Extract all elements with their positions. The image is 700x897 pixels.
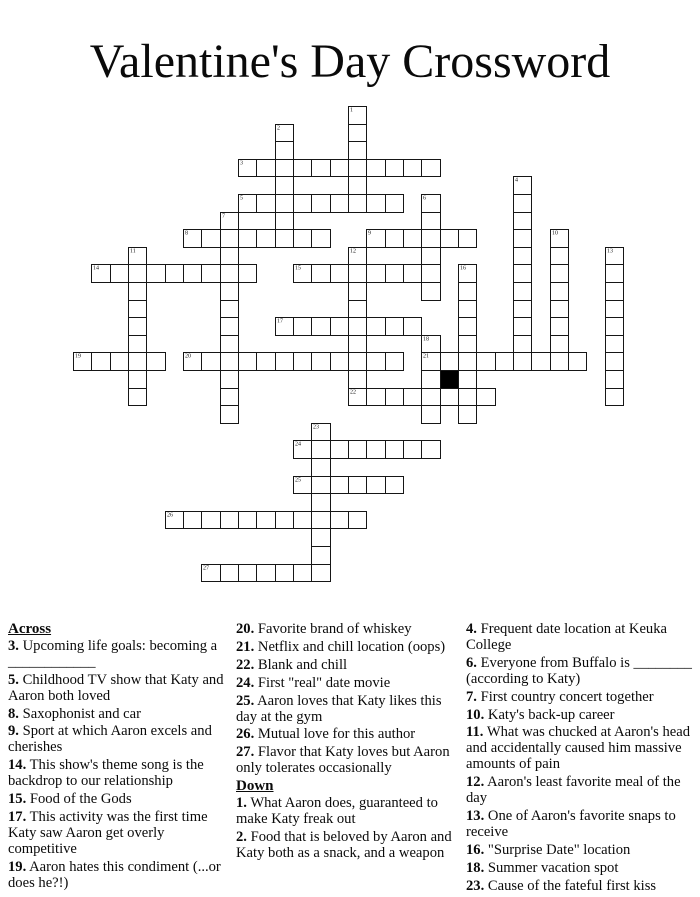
grid-cell-r5-c14[interactable] — [330, 194, 349, 213]
grid-cell-r6-c19[interactable] — [421, 212, 441, 230]
grid-cell-r12-c11[interactable] — [275, 317, 294, 336]
clue-number: 19. — [8, 858, 27, 875]
grid-cell-r14-c10[interactable] — [256, 352, 276, 371]
grid-cell-r4-c11[interactable] — [275, 176, 294, 195]
cell-number: 1 — [350, 106, 353, 113]
grid-cell-r19-c16[interactable] — [366, 440, 386, 459]
grid-cell-r12-c16[interactable] — [366, 317, 386, 336]
grid-cell-r9-c5[interactable] — [165, 264, 184, 283]
grid-cell-r21-c15[interactable] — [348, 476, 367, 494]
clue-down-10: 10. Katy's back-up career — [466, 706, 615, 723]
cell-number: 15 — [295, 264, 301, 271]
grid-cell-r8-c29[interactable] — [605, 247, 624, 265]
grid-cell-r16-c16[interactable] — [366, 388, 386, 406]
grid-cell-r23-c9[interactable] — [238, 511, 257, 529]
cell-number: 4 — [515, 176, 518, 183]
clue-across-26: 26. Mutual love for this author — [236, 726, 416, 743]
grid-cell-r19-c17[interactable] — [385, 440, 404, 459]
grid-cell-r14-c11[interactable] — [275, 352, 294, 371]
grid-cell-r21-c13[interactable] — [311, 476, 331, 494]
grid-cell-r9-c18[interactable] — [403, 264, 422, 283]
cell-number: 14 — [93, 264, 99, 271]
grid-cell-r7-c17[interactable] — [385, 229, 404, 248]
grid-cell-r14-c13[interactable] — [311, 352, 331, 371]
grid-cell-r23-c13[interactable] — [311, 511, 331, 529]
grid-cell-r3-c13[interactable] — [311, 159, 331, 177]
grid-cell-r7-c16[interactable] — [366, 229, 386, 248]
grid-cell-r9-c3[interactable] — [128, 264, 147, 283]
grid-cell-r7-c24[interactable] — [513, 229, 532, 248]
clue-across-25: 25. Aaron loves that Katy likes this day at the gym — [236, 692, 442, 725]
grid-cell-r9-c9[interactable] — [238, 264, 257, 283]
grid-cell-r15-c15[interactable] — [348, 370, 367, 389]
grid-cell-r9-c17[interactable] — [385, 264, 404, 283]
grid-cell-r16-c19[interactable] — [421, 388, 441, 406]
grid-cell-r7-c12[interactable] — [293, 229, 312, 248]
grid-cell-r14-c9[interactable] — [238, 352, 257, 371]
grid-cell-r21-c17[interactable] — [385, 476, 404, 494]
grid-cell-r14-c15[interactable] — [348, 352, 367, 371]
grid-cell-r9-c4[interactable] — [146, 264, 166, 283]
clue-down-12: 12. Aaron's least favorite meal of the day — [466, 774, 681, 807]
grid-cell-r16-c29[interactable] — [605, 388, 624, 406]
grid-cell-r7-c9[interactable] — [238, 229, 257, 248]
clue-across-24: 24. First "real" date movie — [236, 674, 391, 691]
clue-down-4: 4. Frequent date location at Keuka College — [466, 621, 668, 653]
grid-cell-r17-c19[interactable] — [421, 405, 441, 424]
grid-cell-r5-c13[interactable] — [311, 194, 331, 213]
grid-cell-r7-c21[interactable] — [458, 229, 477, 248]
across-heading: Across — [8, 621, 52, 637]
grid-cell-r13-c15[interactable] — [348, 335, 367, 353]
grid-cell-r14-c23[interactable] — [495, 352, 514, 371]
grid-cell-r12-c17[interactable] — [385, 317, 404, 336]
grid-cell-r9-c26[interactable] — [550, 264, 569, 283]
cell-number: 3 — [240, 159, 243, 166]
grid-cell-r23-c6[interactable] — [183, 511, 202, 529]
grid-cell-r19-c12[interactable] — [293, 440, 312, 459]
cell-number: 27 — [203, 564, 209, 571]
grid-cell-r14-c14[interactable] — [330, 352, 349, 371]
clue-number: 20. — [236, 621, 255, 637]
clue-number: 5. — [8, 671, 19, 688]
clue-down-6: 6. Everyone from Buffalo is ________ (according to Katy) — [466, 654, 692, 687]
clues-section — [0, 621, 700, 894]
clue-number: 7. — [466, 688, 477, 705]
clue-down-18: 18. Summer vacation spot — [466, 859, 619, 876]
grid-cell-r26-c10[interactable] — [256, 564, 276, 582]
grid-cell-r3-c9[interactable] — [238, 159, 257, 177]
grid-cell-r21-c14[interactable] — [330, 476, 349, 494]
cell-number: 7 — [222, 212, 225, 219]
grid-cell-r19-c19[interactable] — [421, 440, 441, 459]
grid-cell-r19-c13[interactable] — [311, 440, 331, 459]
grid-cell-r23-c14[interactable] — [330, 511, 349, 529]
grid-cell-r5-c16[interactable] — [366, 194, 386, 213]
grid-cell-r14-c2[interactable] — [110, 352, 129, 371]
across-clue-list — [8, 639, 235, 892]
grid-cell-r7-c7[interactable] — [201, 229, 221, 248]
cell-number: 5 — [240, 194, 243, 201]
grid-cell-r10-c8[interactable] — [220, 282, 239, 301]
grid-cell-r3-c10[interactable] — [256, 159, 276, 177]
grid-cell-r10-c26[interactable] — [550, 282, 569, 301]
clue-number: 15. — [8, 791, 27, 808]
grid-cell-r13-c29[interactable] — [605, 335, 624, 353]
cell-number: 26 — [167, 511, 173, 518]
down-clue-list — [236, 796, 465, 862]
cell-number: 8 — [185, 229, 188, 236]
black-cell — [440, 370, 459, 389]
grid-cell-r6-c8[interactable] — [220, 212, 239, 230]
clue-across-9: 9. Sport at which Aaron excels and cherishes — [8, 723, 212, 756]
clue-number: 14. — [8, 757, 27, 774]
grid-cell-r23-c7[interactable] — [201, 511, 221, 529]
grid-cell-r16-c8[interactable] — [220, 388, 239, 406]
grid-cell-r17-c8[interactable] — [220, 405, 239, 424]
down-heading: Down — [236, 778, 274, 795]
clue-across-19: 19. Aaron hates this condiment (...or does he?!) — [8, 858, 221, 891]
grid-cell-r3-c11[interactable] — [275, 159, 294, 177]
grid-cell-r9-c14[interactable] — [330, 264, 349, 283]
grid-cell-r7-c10[interactable] — [256, 229, 276, 248]
grid-cell-r7-c18[interactable] — [403, 229, 422, 248]
cell-number: 21 — [423, 352, 429, 359]
grid-cell-r17-c21[interactable] — [458, 405, 477, 424]
clue-across-22: 22. Blank and chill — [236, 656, 348, 673]
grid-cell-r21-c16[interactable] — [366, 476, 386, 494]
grid-cell-r14-c21[interactable] — [458, 352, 477, 371]
clue-across-5: 5. Childhood TV show that Katy and Aaron both loved — [8, 671, 224, 704]
grid-cell-r12-c26[interactable] — [550, 317, 569, 336]
grid-cell-r4-c15[interactable] — [348, 176, 367, 195]
grid-cell-r3-c15[interactable] — [348, 159, 367, 177]
grid-cell-r9-c19[interactable] — [421, 264, 441, 283]
grid-cell-r23-c10[interactable] — [256, 511, 276, 529]
cell-number: 13 — [607, 247, 613, 254]
grid-cell-r7-c26[interactable] — [550, 229, 569, 248]
grid-cell-r9-c7[interactable] — [201, 264, 221, 283]
clue-down-1: 1. What Aaron does, guaranteed to make Katy freak out — [236, 795, 438, 827]
grid-cell-r5-c15[interactable] — [348, 194, 367, 213]
clue-down-23: 23. Cause of the fateful first kiss — [466, 877, 657, 894]
clue-down-7: 7. First country concert together — [466, 688, 654, 705]
grid-cell-r26-c13[interactable] — [311, 564, 331, 582]
grid-cell-r9-c2[interactable] — [110, 264, 129, 283]
grid-cell-r24-c13[interactable] — [311, 528, 331, 547]
grid-cell-r14-c24[interactable] — [513, 352, 532, 371]
grid-cell-r12-c3[interactable] — [128, 317, 147, 336]
grid-cell-r14-c29[interactable] — [605, 352, 624, 371]
grid-cell-r11-c24[interactable] — [513, 300, 532, 318]
grid-cell-r16-c20[interactable] — [440, 388, 459, 406]
clue-number: 9. — [8, 723, 19, 740]
grid-cell-r12-c14[interactable] — [330, 317, 349, 336]
grid-cell-r5-c11[interactable] — [275, 194, 294, 213]
cell-number: 12 — [350, 247, 356, 254]
grid-cell-r22-c13[interactable] — [311, 493, 331, 512]
grid-cell-r15-c3[interactable] — [128, 370, 147, 389]
grid-cell-r2-c11[interactable] — [275, 141, 294, 160]
grid-cell-r23-c11[interactable] — [275, 511, 294, 529]
grid-cell-r8-c19[interactable] — [421, 247, 441, 265]
clue-across-15: 15. Food of the Gods — [8, 791, 132, 808]
grid-cell-r14-c8[interactable] — [220, 352, 239, 371]
clue-number: 25. — [236, 692, 255, 709]
clue-number: 24. — [236, 674, 255, 691]
grid-cell-r9-c1[interactable] — [91, 264, 111, 283]
clue-number: 23. — [466, 877, 485, 894]
grid-cell-r21-c12[interactable] — [293, 476, 312, 494]
clue-across-21: 21. Netflix and chill location (oops) — [236, 638, 446, 655]
grid-cell-r16-c18[interactable] — [403, 388, 422, 406]
grid-cell-r3-c14[interactable] — [330, 159, 349, 177]
cell-number: 10 — [552, 229, 558, 236]
grid-cell-r26-c7[interactable] — [201, 564, 221, 582]
clue-number: 10. — [466, 706, 485, 723]
grid-cell-r6-c11[interactable] — [275, 212, 294, 230]
clue-column-2 — [236, 622, 465, 864]
clue-number: 6. — [466, 654, 477, 671]
clue-number: 16. — [466, 841, 485, 858]
grid-cell-r15-c19[interactable] — [421, 370, 441, 389]
grid-cell-r14-c12[interactable] — [293, 352, 312, 371]
cell-number: 11 — [130, 247, 136, 254]
clue-number: 1. — [236, 795, 247, 812]
grid-cell-r26-c8[interactable] — [220, 564, 239, 582]
clue-number: 8. — [8, 705, 19, 722]
grid-cell-r2-c15[interactable] — [348, 141, 367, 160]
grid-cell-r5-c9[interactable] — [238, 194, 257, 213]
clue-column-1 — [8, 622, 235, 894]
clue-number: 13. — [466, 807, 485, 824]
clue-down-2: 2. Food that is beloved by Aaron and Katy both as a snack, and a weapon — [236, 828, 452, 861]
clue-number: 21. — [236, 638, 255, 655]
down-clue-list-continued — [466, 622, 699, 895]
grid-cell-r25-c13[interactable] — [311, 546, 331, 565]
grid-cell-r1-c11[interactable] — [275, 124, 294, 142]
grid-cell-r13-c8[interactable] — [220, 335, 239, 353]
across-clue-list-continued — [236, 622, 465, 777]
grid-cell-r16-c17[interactable] — [385, 388, 404, 406]
grid-cell-r10-c21[interactable] — [458, 282, 477, 301]
grid-cell-r7-c13[interactable] — [311, 229, 331, 248]
clue-number: 3. — [8, 637, 19, 654]
grid-cell-r9-c6[interactable] — [183, 264, 202, 283]
grid-cell-r16-c3[interactable] — [128, 388, 147, 406]
grid-cell-r1-c15[interactable] — [348, 124, 367, 142]
clue-number: 22. — [236, 656, 255, 673]
cell-number: 19 — [75, 352, 81, 359]
grid-cell-r23-c12[interactable] — [293, 511, 312, 529]
clue-number: 26. — [236, 726, 255, 743]
clue-column-3 — [466, 622, 699, 897]
grid-cell-r3-c16[interactable] — [366, 159, 386, 177]
clue-number: 2. — [236, 828, 247, 845]
cell-number: 20 — [185, 352, 191, 359]
grid-cell-r15-c29[interactable] — [605, 370, 624, 389]
grid-cell-r5-c12[interactable] — [293, 194, 312, 213]
grid-cell-r3-c19[interactable] — [421, 159, 441, 177]
cell-number: 9 — [368, 229, 371, 236]
grid-cell-r16-c21[interactable] — [458, 388, 477, 406]
clue-number: 11. — [466, 724, 484, 741]
cell-number: 18 — [423, 335, 429, 342]
grid-cell-r12-c21[interactable] — [458, 317, 477, 336]
grid-cell-r26-c9[interactable] — [238, 564, 257, 582]
grid-cell-r12-c29[interactable] — [605, 317, 624, 336]
cell-number: 16 — [460, 264, 466, 271]
grid-cell-r7-c11[interactable] — [275, 229, 294, 248]
grid-cell-r13-c24[interactable] — [513, 335, 532, 353]
grid-cell-r12-c15[interactable] — [348, 317, 367, 336]
grid-cell-r8-c15[interactable] — [348, 247, 367, 265]
grid-cell-r12-c8[interactable] — [220, 317, 239, 336]
grid-cell-r3-c12[interactable] — [293, 159, 312, 177]
grid-cell-r19-c14[interactable] — [330, 440, 349, 459]
grid-cell-r23-c15[interactable] — [348, 511, 367, 529]
grid-cell-r18-c13[interactable] — [311, 423, 331, 441]
grid-cell-r3-c17[interactable] — [385, 159, 404, 177]
grid-cell-r8-c8[interactable] — [220, 247, 239, 265]
clue-number: 12. — [466, 774, 485, 791]
grid-cell-r12-c18[interactable] — [403, 317, 422, 336]
grid-cell-r14-c1[interactable] — [91, 352, 111, 371]
grid-cell-r5-c24[interactable] — [513, 194, 532, 213]
grid-cell-r6-c24[interactable] — [513, 212, 532, 230]
grid-cell-r9-c15[interactable] — [348, 264, 367, 283]
grid-cell-r9-c8[interactable] — [220, 264, 239, 283]
grid-cell-r19-c18[interactable] — [403, 440, 422, 459]
grid-cell-r14-c16[interactable] — [366, 352, 386, 371]
grid-cell-r14-c19[interactable] — [421, 352, 441, 371]
grid-cell-r9-c24[interactable] — [513, 264, 532, 283]
grid-cell-r15-c8[interactable] — [220, 370, 239, 389]
cell-number: 6 — [423, 194, 426, 201]
cell-number: 22 — [350, 388, 356, 395]
grid-cell-r3-c18[interactable] — [403, 159, 422, 177]
grid-cell-r4-c24[interactable] — [513, 176, 532, 195]
cell-number: 17 — [277, 317, 283, 324]
grid-cell-r11-c21[interactable] — [458, 300, 477, 318]
grid-cell-r7-c19[interactable] — [421, 229, 441, 248]
grid-cell-r20-c13[interactable] — [311, 458, 331, 477]
clue-across-27: 27. Flavor that Katy loves but Aaron only tolerates occasionally — [236, 744, 450, 777]
cell-number: 23 — [313, 423, 319, 430]
grid-cell-r11-c15[interactable] — [348, 300, 367, 318]
grid-cell-r13-c26[interactable] — [550, 335, 569, 353]
clue-down-13: 13. One of Aaron's favorite snaps to receive — [466, 807, 676, 840]
grid-cell-r14-c6[interactable] — [183, 352, 202, 371]
cell-number: 24 — [295, 440, 301, 447]
grid-cell-r10-c3[interactable] — [128, 282, 147, 301]
grid-cell-r14-c3[interactable] — [128, 352, 147, 371]
grid-cell-r13-c21[interactable] — [458, 335, 477, 353]
grid-cell-r19-c15[interactable] — [348, 440, 367, 459]
clue-number: 17. — [8, 808, 27, 825]
grid-cell-r5-c19[interactable] — [421, 194, 441, 213]
grid-cell-r11-c29[interactable] — [605, 300, 624, 318]
grid-cell-r9-c12[interactable] — [293, 264, 312, 283]
clue-across-17: 17. This activity was the first time Katy saw Aaron get overly competitive — [8, 808, 208, 857]
cell-number: 25 — [295, 476, 301, 483]
grid-cell-r16-c15[interactable] — [348, 388, 367, 406]
grid-cell-r9-c16[interactable] — [366, 264, 386, 283]
grid-cell-r15-c21[interactable] — [458, 370, 477, 389]
grid-cell-r7-c20[interactable] — [440, 229, 459, 248]
grid-cell-r10-c15[interactable] — [348, 282, 367, 301]
grid-cell-r11-c8[interactable] — [220, 300, 239, 318]
grid-cell-r12-c12[interactable] — [293, 317, 312, 336]
grid-cell-r13-c3[interactable] — [128, 335, 147, 353]
grid-cell-r12-c13[interactable] — [311, 317, 331, 336]
clue-number: 27. — [236, 744, 255, 761]
grid-cell-r12-c24[interactable] — [513, 317, 532, 336]
grid-cell-r10-c29[interactable] — [605, 282, 624, 301]
grid-cell-r0-c15[interactable] — [348, 106, 367, 125]
grid-cell-r14-c7[interactable] — [201, 352, 221, 371]
grid-cell-r14-c22[interactable] — [476, 352, 496, 371]
clue-number: 18. — [466, 859, 485, 876]
grid-cell-r9-c13[interactable] — [311, 264, 331, 283]
grid-cell-r13-c19[interactable] — [421, 335, 441, 353]
grid-cell-r8-c26[interactable] — [550, 247, 569, 265]
grid-cell-r5-c17[interactable] — [385, 194, 404, 213]
grid-cell-r11-c3[interactable] — [128, 300, 147, 318]
grid-cell-r8-c24[interactable] — [513, 247, 532, 265]
grid-cell-r14-c17[interactable] — [385, 352, 404, 371]
grid-cell-r26-c12[interactable] — [293, 564, 312, 582]
clue-number: 4. — [466, 621, 477, 637]
grid-cell-r14-c20[interactable] — [440, 352, 459, 371]
grid-cell-r5-c10[interactable] — [256, 194, 276, 213]
grid-cell-r16-c22[interactable] — [476, 388, 496, 406]
clue-down-11: 11. What was chucked at Aaron's head and accidentally caused him massive amounts of pain — [466, 724, 691, 773]
clue-across-8: 8. Saxophonist and car — [8, 705, 141, 722]
grid-cell-r14-c25[interactable] — [531, 352, 551, 371]
page-title: Valentine's Day Crossword — [89, 35, 611, 88]
grid-cell-r14-c0[interactable] — [73, 352, 92, 371]
clue-across-3: 3. Upcoming life goals: becoming a ____________ — [8, 637, 218, 670]
clue-down-16: 16. "Surprise Date" location — [466, 841, 631, 858]
grid-cell-r14-c26[interactable] — [550, 352, 569, 371]
grid-cell-r14-c27[interactable] — [568, 352, 587, 371]
grid-cell-r8-c3[interactable] — [128, 247, 147, 265]
grid-cell-r26-c11[interactable] — [275, 564, 294, 582]
grid-cell-r9-c21[interactable] — [458, 264, 477, 283]
grid-cell-r7-c6[interactable] — [183, 229, 202, 248]
clue-across-14: 14. This show's theme song is the backdrop to our relationship — [8, 757, 204, 790]
grid-cell-r14-c4[interactable] — [146, 352, 166, 371]
clue-across-20: 20. Favorite brand of whiskey — [236, 621, 412, 637]
grid-cell-r10-c24[interactable] — [513, 282, 532, 301]
grid-cell-r23-c8[interactable] — [220, 511, 239, 529]
grid-cell-r7-c8[interactable] — [220, 229, 239, 248]
grid-cell-r23-c5[interactable] — [165, 511, 184, 529]
cell-number: 2 — [277, 124, 280, 131]
grid-cell-r9-c29[interactable] — [605, 264, 624, 283]
grid-cell-r10-c19[interactable] — [421, 282, 441, 301]
grid-cell-r11-c26[interactable] — [550, 300, 569, 318]
